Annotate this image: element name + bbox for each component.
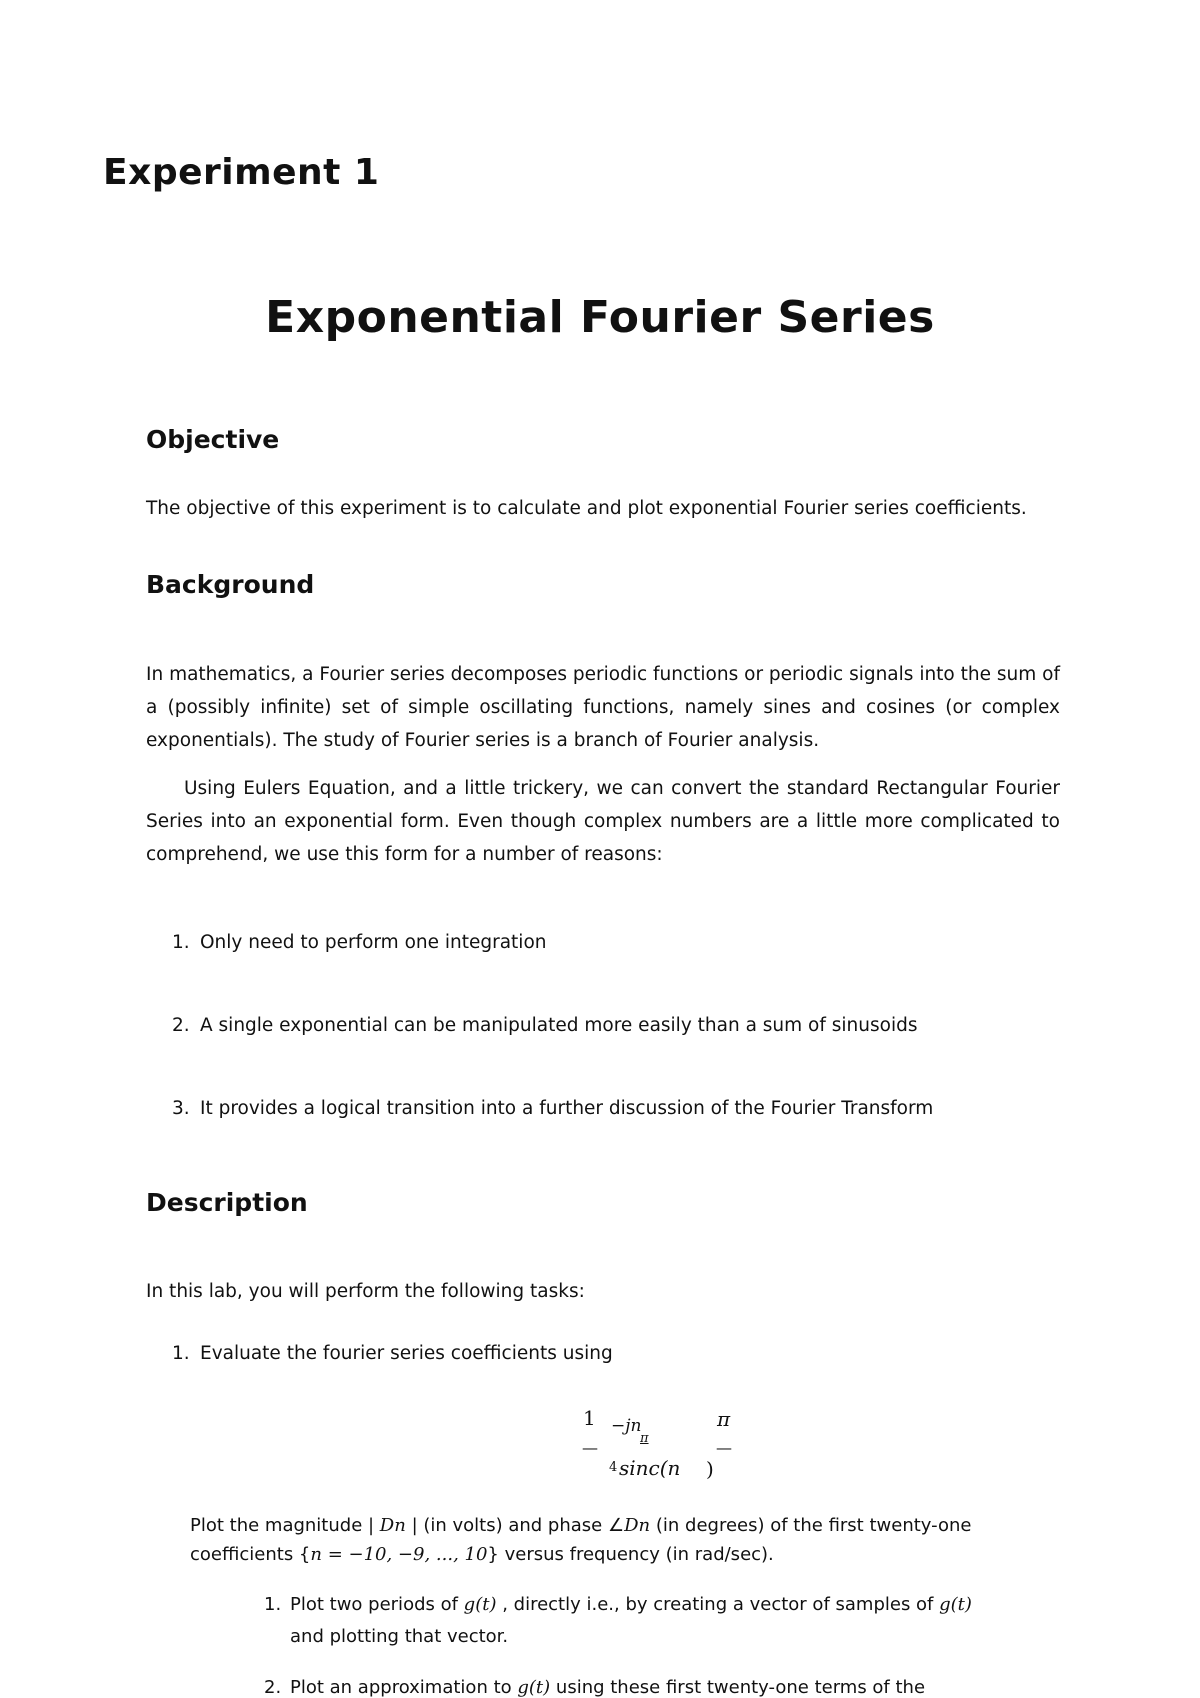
text-span: } versus frequency (in rad/sec). [487,1544,774,1565]
eq-sinc: sinc(n [619,1456,681,1480]
list-number: 3. [172,1098,190,1119]
eq-close-paren: ) [706,1457,714,1481]
eq-fraction-bar-2: — [716,1438,732,1457]
list-number: 1. [172,932,190,953]
subtask-continuation: and plotting that vector. [290,1626,509,1647]
math-Dn: Dn [379,1515,406,1536]
text-span: coefficients { [190,1544,311,1565]
chapter-heading: Experiment 1 [103,152,380,193]
subtask-number: 2. [264,1677,282,1698]
text-span: Plot an approximation to [290,1677,518,1698]
plot-instructions-line-2 [190,1544,774,1565]
plot-instructions-line-1 [190,1515,971,1536]
subtask-number: 1. [264,1594,282,1615]
math-g: g(t) [939,1594,972,1615]
eq-four: 4 [609,1460,618,1475]
task-number: 1. [172,1343,190,1364]
subtask-item [264,1594,972,1615]
text-span: using these first twenty-one terms of the [550,1677,926,1698]
math-Dn: Dn [624,1515,651,1536]
text-span: Plot the magnitude | [190,1515,375,1536]
math-g: g(t) [517,1677,551,1698]
eq-exponent: −jn [611,1416,642,1436]
background-paragraph-1: In mathematics, a Fourier series decomposes periodic functions or periodic signals into the sum of a (possibly infinite) set of simple oscillating functions, namely sines and cosines (or complex exponentials). The study of Fourier series is a branch of Fourier analysis. [146,664,1060,751]
eq-pi: π [717,1407,731,1431]
task-text: Evaluate the fourier series coefficients using [200,1343,613,1364]
description-heading: Description [146,1188,308,1217]
text-span: | (in volts) and phase [411,1515,608,1536]
task-item [172,1343,613,1364]
list-text: A single exponential can be manipulated more easily than a sum of sinusoids [200,1015,918,1036]
objective-text: The objective of this experiment is to calculate and plot exponential Fourier series coefficients. [146,498,1027,519]
background-paragraph-2: Using Eulers Equation, and a little trickery, we can convert the standard Rectangular Fourier Series into an exponential form. Even though complex numbers are a little more complicated to comprehend, we use this form for a number of reasons: [146,778,1060,865]
list-number: 2. [172,1015,190,1036]
page-title: Exponential Fourier Series [265,292,935,343]
list-text: Only need to perform one integration [200,932,547,953]
background-heading: Background [146,570,315,599]
list-item [172,1015,917,1036]
text-span: , directly i.e., by creating a vector of samples of [496,1594,940,1615]
objective-heading: Objective [146,425,280,454]
angle-symbol: ∠ [607,1515,625,1536]
eq-one: 1 [583,1406,596,1430]
math-g: g(t) [463,1594,497,1615]
text-span: Plot two periods of [290,1594,464,1615]
description-intro: In this lab, you will perform the following tasks: [146,1281,585,1302]
subtask-item [264,1677,925,1698]
list-text: It provides a logical transition into a further discussion of the Fourier Transform [200,1098,934,1119]
list-item [172,1098,933,1119]
eq-exponent-sub: π [640,1431,649,1446]
eq-fraction-bar: — [582,1438,598,1457]
text-span: (in degrees) of the first twenty-one [650,1515,972,1536]
list-item [172,932,547,953]
math-range: n = −10, −9, ..., 10 [310,1544,488,1565]
